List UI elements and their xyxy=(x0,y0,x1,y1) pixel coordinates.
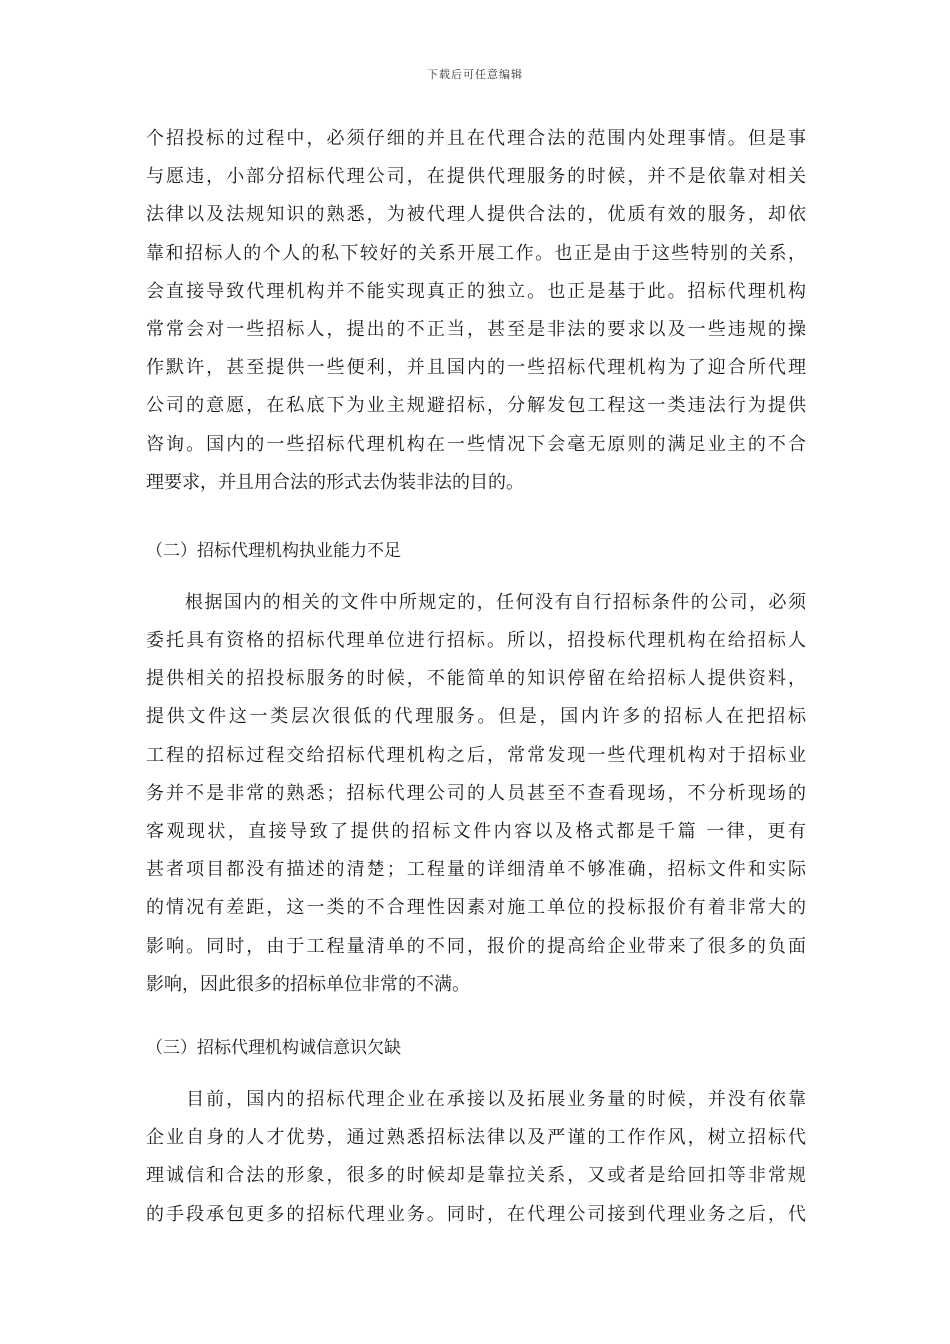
text-line: 委托具有资格的招标代理单位进行招标。所以，招投标代理机构在给招标人 xyxy=(146,630,806,652)
text-line: 的情况有差距，这一类的不合理性因素对施工单位的投标报价有着非常大的 xyxy=(146,897,806,919)
text-line: 会直接导致代理机构并不能实现真正的独立。也正是基于此。招标代理机构 xyxy=(146,280,806,302)
text-line: 公司的意愿，在私底下为业主规避招标，分解发包工程这一类违法行为提供 xyxy=(146,395,806,417)
text-line: 根据国内的相关的文件中所规定的，任何没有自行招标条件的公司，必须 xyxy=(146,591,806,613)
section-heading-3: （三）招标代理机构诚信意识欠缺 xyxy=(146,1037,401,1058)
text-line: 务并不是非常的熟悉；招标代理公司的人员甚至不查看现场，不分析现场的 xyxy=(146,782,806,804)
text-line: 提供文件这一类层次很低的代理服务。但是，国内许多的招标人在把招标 xyxy=(146,706,806,728)
text-line: 靠和招标人的个人的私下较好的关系开展工作。也正是由于这些特别的关系， xyxy=(146,242,806,264)
paragraph-continued xyxy=(146,120,806,502)
text-line: 法律以及法规知识的熟悉，为被代理人提供合法的，优质有效的服务，却依 xyxy=(146,204,806,226)
paragraph-section-2 xyxy=(146,584,806,1004)
paragraph-section-3 xyxy=(146,1081,806,1234)
text-line: 目前，国内的招标代理企业在承接以及拓展业务量的时候，并没有依靠 xyxy=(146,1088,806,1110)
text-line: 影响。同时，由于工程量清单的不同，报价的提高给企业带来了很多的负面 xyxy=(146,935,806,957)
page-header: 下载后可任意编辑 xyxy=(427,68,523,81)
text-line: 咨询。国内的一些招标代理机构在一些情况下会毫无原则的满足业主的不合 xyxy=(146,433,806,455)
text-line: 个招投标的过程中，必须仔细的并且在代理合法的范围内处理事情。但是事 xyxy=(146,128,806,149)
text-line: 作默许，甚至提供一些便利，并且国内的一些招标代理机构为了迎合所代理 xyxy=(146,357,806,379)
text-line: 的手段承包更多的招标代理业务。同时，在代理公司接到代理业务之后，代 xyxy=(146,1203,806,1225)
document-body xyxy=(146,120,806,1234)
text-line: 影响，因此很多的招标单位非常的不满。 xyxy=(146,973,470,995)
text-line: 理要求，并且用合法的形式去伪装非法的目的。 xyxy=(146,471,524,493)
text-line: 企业自身的人才优势，通过熟悉招标法律以及严谨的工作作风，树立招标代 xyxy=(146,1127,806,1149)
text-line: 工程的招标过程交给招标代理机构之后，常常发现一些代理机构对于招标业 xyxy=(146,744,806,766)
text-line: 理诚信和合法的形象，很多的时候却是靠拉关系，又或者是给回扣等非常规 xyxy=(146,1165,806,1187)
text-line: 常常会对一些招标人，提出的不正当，甚至是非法的要求以及一些违规的操 xyxy=(146,318,806,340)
text-line: 与愿违，小部分招标代理公司，在提供代理服务的时候，并不是依靠对相关 xyxy=(146,166,806,188)
text-line: 提供相关的招投标服务的时候，不能简单的知识停留在给招标人提供资料， xyxy=(146,668,806,690)
text-line: 客观现状，直接导致了提供的招标文件内容以及格式都是千篇 一律，更有 xyxy=(146,821,806,842)
section-heading-2: （二）招标代理机构执业能力不足 xyxy=(146,540,401,561)
text-line: 甚者项目都没有描述的清楚；工程量的详细清单不够准确，招标文件和实际 xyxy=(146,859,806,881)
